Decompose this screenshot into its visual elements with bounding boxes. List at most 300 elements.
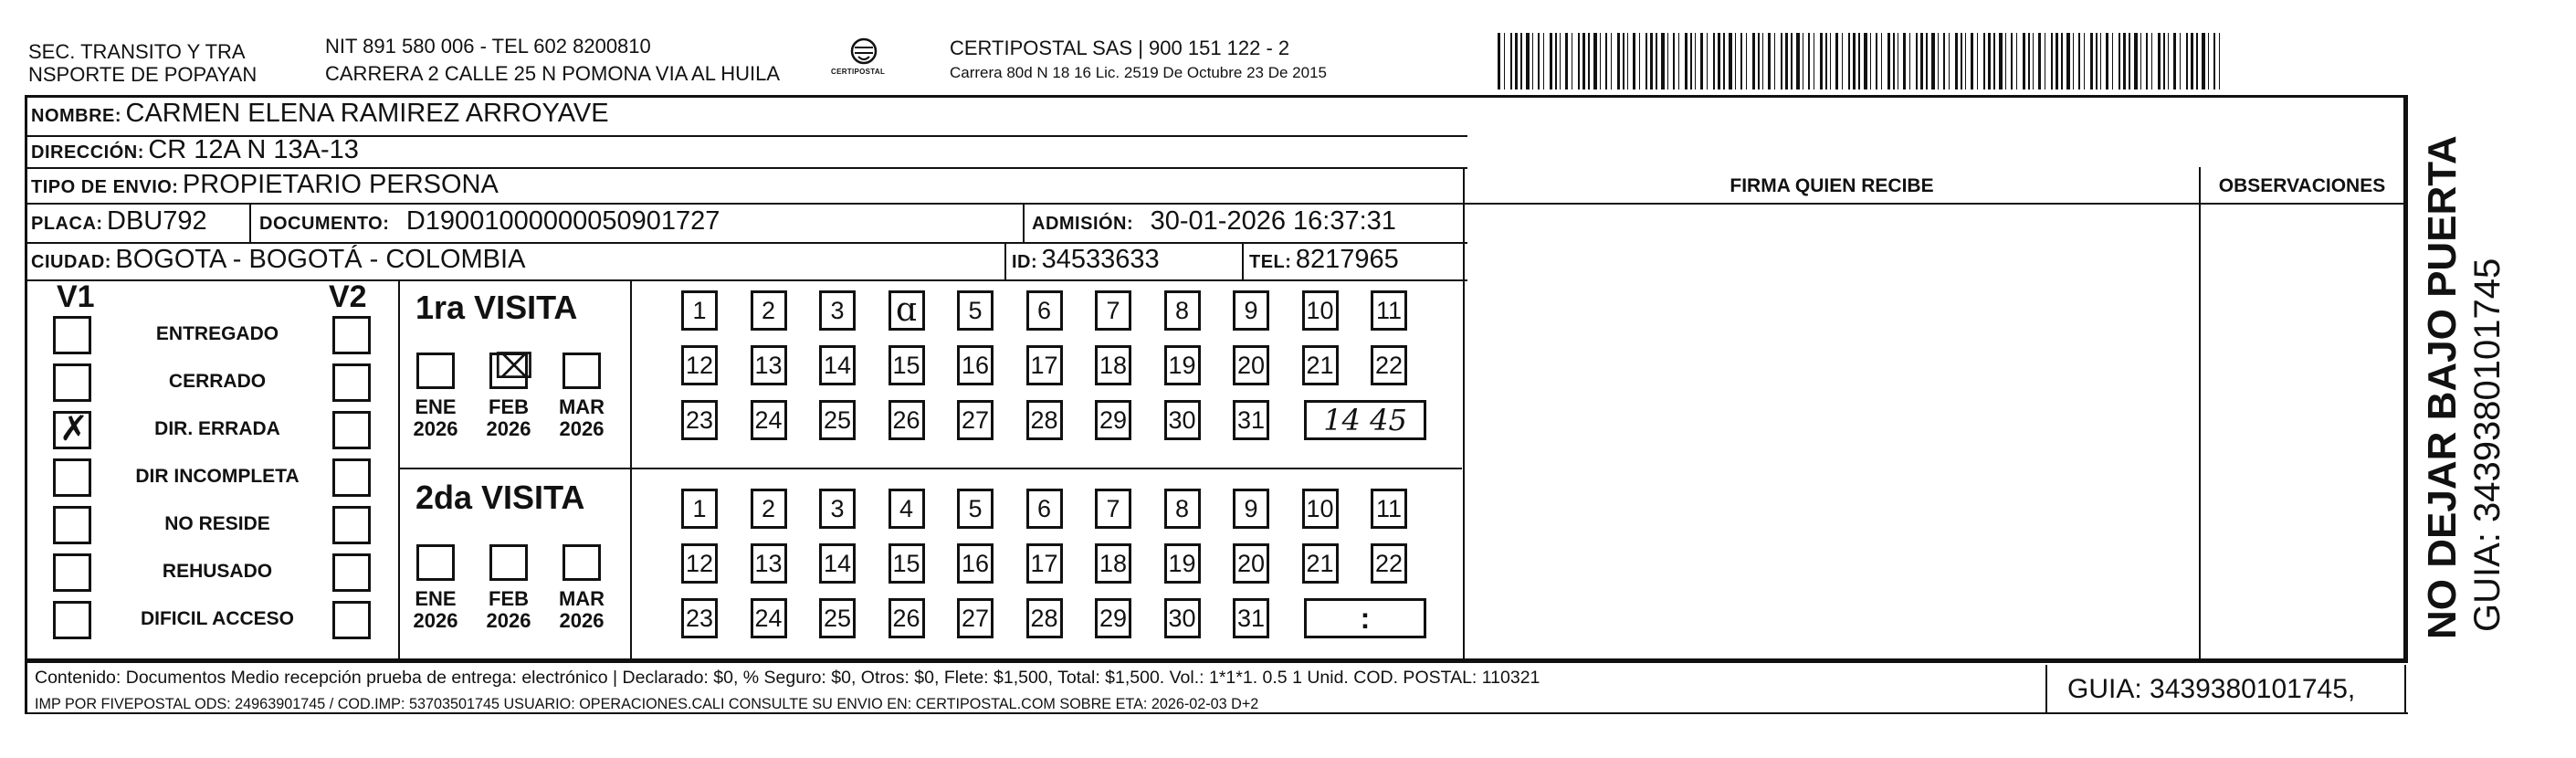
barcode-bar xyxy=(1605,33,1607,89)
day-number: 5 xyxy=(968,297,983,324)
barcode-bar xyxy=(1835,33,1838,89)
month-year: 2026 xyxy=(559,417,605,440)
day-box[interactable] xyxy=(1233,290,1269,331)
tipo-envio-label: TIPO DE ENVIO: xyxy=(31,177,179,197)
day-box[interactable] xyxy=(1095,400,1131,440)
barcode-bar xyxy=(2038,33,2041,89)
time-handwritten: 14 45 xyxy=(1323,403,1407,437)
day-box[interactable] xyxy=(1371,489,1407,529)
barcode-bar xyxy=(1723,33,1725,89)
certipostal-logo xyxy=(831,35,889,80)
tel-label: TEL: xyxy=(1249,252,1292,272)
id-row xyxy=(1012,245,1160,275)
observations-area[interactable] xyxy=(2201,205,2403,661)
barcode-bar xyxy=(2005,33,2006,89)
day-number: 1 xyxy=(692,495,707,522)
day-box[interactable] xyxy=(819,345,856,385)
day-number: ɑ xyxy=(895,291,918,329)
day-number: 30 xyxy=(1168,406,1196,434)
month-name: FEB xyxy=(489,395,529,418)
day-number: 6 xyxy=(1036,297,1052,324)
day-box[interactable] xyxy=(1164,345,1201,385)
day-box[interactable] xyxy=(1164,290,1201,331)
day-box[interactable] xyxy=(1233,489,1269,529)
barcode-bar xyxy=(1550,33,1552,89)
day-number: 14 xyxy=(823,550,852,577)
placa-value: DBU792 xyxy=(107,206,207,236)
v2-checkbox[interactable] xyxy=(332,601,371,639)
barcode-bar xyxy=(1695,33,1696,89)
barcode-bar xyxy=(2051,33,2053,89)
admision-row xyxy=(1032,206,1396,237)
day-box[interactable] xyxy=(1095,290,1131,331)
barcode-bar xyxy=(1510,33,1512,89)
barcode-bar xyxy=(2073,33,2074,89)
day-number: 5 xyxy=(968,495,983,522)
placa-label: PLACA: xyxy=(31,214,103,234)
day-box[interactable] xyxy=(1302,543,1339,584)
day-number: 22 xyxy=(1374,352,1404,379)
month-year: 2026 xyxy=(486,609,531,632)
barcode-bar xyxy=(1903,33,1906,89)
barcode-bar xyxy=(1650,33,1653,89)
month-checkbox-ene[interactable] xyxy=(416,353,455,389)
month-name: MAR xyxy=(558,395,605,418)
day-box[interactable] xyxy=(1164,400,1201,440)
v2-checkbox[interactable] xyxy=(332,411,371,449)
barcode-bar xyxy=(2061,33,2063,89)
barcode-bar xyxy=(1926,33,1928,89)
month-label xyxy=(399,396,472,440)
id-label: ID: xyxy=(1012,252,1038,272)
barcode-bar xyxy=(2016,33,2017,89)
barcode-bar xyxy=(1582,33,1585,89)
day-box[interactable] xyxy=(819,543,856,584)
nombre-value: CARMEN ELENA RAMIREZ ARROYAVE xyxy=(125,99,609,128)
rule xyxy=(25,661,27,714)
footer-guia: GUIA: 3439380101745, xyxy=(2045,665,2406,712)
month-label xyxy=(472,588,545,632)
barcode-bar xyxy=(1842,33,1843,89)
ciudad-label: CIUDAD: xyxy=(31,252,111,272)
direccion-label: DIRECCIÓN: xyxy=(31,142,144,163)
rule xyxy=(25,167,1467,169)
barcode-bar xyxy=(1938,33,1939,89)
day-box[interactable] xyxy=(751,345,787,385)
day-box[interactable] xyxy=(681,598,718,638)
barcode-bar xyxy=(1762,33,1763,89)
documento-row xyxy=(259,206,720,237)
month-checkbox-mar[interactable] xyxy=(563,544,601,581)
day-number: 8 xyxy=(1174,495,1190,522)
barcode-bar xyxy=(1560,33,1561,89)
day-number: 26 xyxy=(892,605,920,632)
day-box[interactable] xyxy=(1095,345,1131,385)
barcode-bar xyxy=(1504,33,1505,89)
day-number: 9 xyxy=(1244,495,1258,522)
day-number: 21 xyxy=(1306,550,1334,577)
month-checkbox-feb[interactable] xyxy=(489,544,528,581)
id-value: 34533633 xyxy=(1041,245,1160,274)
v1-checkbox[interactable] xyxy=(53,316,91,354)
barcode-bar xyxy=(1713,33,1715,89)
side-warning: NO DEJAR BAJO PUERTA xyxy=(2420,135,2465,639)
barcode-bar xyxy=(2213,33,2215,89)
day-number: 2 xyxy=(761,297,776,324)
day-box[interactable] xyxy=(1302,345,1339,385)
day-number: 16 xyxy=(961,352,990,379)
day-box[interactable] xyxy=(1095,489,1131,529)
day-box[interactable] xyxy=(1233,598,1269,638)
barcode-bar xyxy=(1909,33,1910,89)
v2-label: V2 xyxy=(329,279,367,314)
barcode-bar xyxy=(1600,33,1601,89)
rule xyxy=(25,242,1467,244)
sender-line-2: NSPORTE DE POPAYAN xyxy=(28,63,258,86)
tipo-envio-value: PROPIETARIO PERSONA xyxy=(182,170,499,199)
ciudad-row xyxy=(31,245,525,275)
day-number: 9 xyxy=(1244,297,1258,324)
v1-checkbox[interactable] xyxy=(53,363,91,402)
barcode-bar xyxy=(1623,33,1624,89)
documento-label: DOCUMENTO: xyxy=(259,214,390,234)
day-number: 12 xyxy=(685,352,714,379)
time-box[interactable] xyxy=(1304,400,1426,440)
barcode-bar xyxy=(1633,33,1635,89)
barcode-bar xyxy=(1667,33,1668,89)
day-box[interactable] xyxy=(888,400,925,440)
barcode-bar xyxy=(2123,33,2126,89)
day-box[interactable] xyxy=(681,290,718,331)
day-box[interactable] xyxy=(957,489,994,529)
barcode-bar xyxy=(1858,33,1860,89)
barcode-bar xyxy=(2112,33,2113,89)
day-box[interactable] xyxy=(957,598,994,638)
day-box[interactable] xyxy=(1164,543,1201,584)
barcode-bar xyxy=(2180,33,2181,89)
barcode-bar xyxy=(1752,33,1755,89)
rule xyxy=(25,279,1467,281)
barcode-bar xyxy=(2186,33,2188,89)
barcode-bar xyxy=(2033,33,2034,89)
barcode-bar xyxy=(1578,33,1580,89)
day-box[interactable] xyxy=(1371,543,1407,584)
barcode-bar xyxy=(1707,33,1708,89)
tel-value: 8217965 xyxy=(1295,245,1399,274)
barcode-bar xyxy=(1673,33,1675,89)
barcode-bar xyxy=(1993,33,1995,89)
rule xyxy=(1023,203,1025,242)
day-box[interactable] xyxy=(681,489,718,529)
day-number: 29 xyxy=(1099,605,1128,632)
day-number: 15 xyxy=(892,352,920,379)
day-box[interactable] xyxy=(1026,598,1063,638)
admision-value: 30-01-2026 16:37:31 xyxy=(1150,206,1396,236)
day-number: 18 xyxy=(1099,352,1128,379)
barcode-bar xyxy=(2219,33,2220,89)
day-box[interactable] xyxy=(1095,598,1131,638)
sender-line-1: SEC. TRANSITO Y TRA xyxy=(28,40,246,63)
v1-checkbox[interactable] xyxy=(53,553,91,592)
day-number: 23 xyxy=(685,605,714,632)
day-box[interactable] xyxy=(751,489,787,529)
barcode-bar xyxy=(2208,33,2209,89)
day-box[interactable] xyxy=(1371,345,1407,385)
cause-label: ENTREGADO xyxy=(155,323,279,344)
barcode-bar xyxy=(1729,33,1732,89)
day-number: 31 xyxy=(1236,406,1266,434)
visit1-title: 1ra VISITA xyxy=(415,289,578,326)
barcode-bar xyxy=(1943,33,1945,89)
month-name: ENE xyxy=(415,395,457,418)
v1-checkbox[interactable] xyxy=(53,601,91,639)
day-number: 6 xyxy=(1036,495,1052,522)
barcode-bar xyxy=(1758,33,1760,89)
barcode-bar xyxy=(1864,33,1867,89)
day-box[interactable] xyxy=(957,290,994,331)
day-box[interactable] xyxy=(1302,290,1339,331)
v2-checkbox[interactable] xyxy=(332,363,371,402)
day-box[interactable] xyxy=(957,345,994,385)
carrier-info xyxy=(950,37,1327,83)
month-label xyxy=(399,588,472,632)
barcode-bar xyxy=(2090,33,2093,89)
barcode-bar xyxy=(2158,33,2161,89)
barcode-bar xyxy=(2202,33,2205,89)
day-number: 20 xyxy=(1236,550,1266,577)
day-number: 17 xyxy=(1030,352,1058,379)
time-placeholder: : xyxy=(1360,602,1371,635)
day-number: 24 xyxy=(754,406,783,434)
day-box[interactable] xyxy=(1026,345,1063,385)
documento-value: D19001000000050901727 xyxy=(405,206,720,236)
barcode-bar xyxy=(1565,33,1568,89)
barcode-bar xyxy=(2028,33,2030,89)
day-number: 3 xyxy=(830,495,845,522)
carrier-line-2: Carrera 80d N 18 16 Lic. 2519 De Octubre 23 De 2015 xyxy=(950,64,1327,81)
month-name: FEB xyxy=(489,587,529,610)
day-box[interactable] xyxy=(888,598,925,638)
barcode-bar xyxy=(1498,33,1500,89)
day-box[interactable] xyxy=(957,543,994,584)
cause-label: DIR. ERRADA xyxy=(154,418,280,439)
day-box[interactable] xyxy=(1026,489,1063,529)
barcode-bar xyxy=(2056,33,2058,89)
rule xyxy=(25,712,2408,714)
day-box[interactable] xyxy=(1164,598,1201,638)
day-number: 29 xyxy=(1099,406,1128,434)
day-box[interactable] xyxy=(819,290,856,331)
day-number: 23 xyxy=(685,406,714,434)
day-box[interactable] xyxy=(1026,400,1063,440)
carrier-line-1: CERTIPOSTAL SAS | 900 151 122 - 2 xyxy=(950,37,1290,59)
v1-checkbox[interactable] xyxy=(53,458,91,497)
barcode-bar xyxy=(1700,33,1703,89)
barcode-bar xyxy=(1971,33,1973,89)
day-box[interactable] xyxy=(1371,290,1407,331)
v1-check-mark: ✗ xyxy=(59,410,89,448)
visit2-title: 2da VISITA xyxy=(415,479,585,516)
day-number: 20 xyxy=(1236,352,1266,379)
month-checkbox-mar[interactable] xyxy=(563,353,601,389)
day-box[interactable] xyxy=(1026,290,1063,331)
barcode-bar xyxy=(1735,33,1736,89)
day-box[interactable] xyxy=(888,290,925,331)
v1-label: V1 xyxy=(57,279,95,314)
day-box[interactable] xyxy=(1164,489,1201,529)
day-box[interactable] xyxy=(888,489,925,529)
v1-checkbox[interactable] xyxy=(53,411,91,449)
month-checkbox-feb[interactable] xyxy=(489,348,534,389)
footer-content-line: Contenido: Documentos Medio recepción prueba de entrega: electrónico | Declarado: $0, % Seguro: $0, Otros: $0, Flete: $1,500, Total: $1,500. Vol.: 1*1*1. 0.5 1 Unid. COD. POSTAL: 110321 xyxy=(35,668,1540,688)
barcode-bar xyxy=(1661,33,1665,89)
day-number: 11 xyxy=(1375,495,1403,522)
day-number: 25 xyxy=(823,605,852,632)
day-box[interactable] xyxy=(819,489,856,529)
day-box[interactable] xyxy=(1026,543,1063,584)
barcode-bar xyxy=(1999,33,2003,89)
month-year: 2026 xyxy=(413,609,458,632)
barcode-bar xyxy=(1825,33,1827,89)
barcode-bar xyxy=(1774,33,1775,89)
direccion-row xyxy=(31,135,359,165)
v1-checkbox[interactable] xyxy=(53,506,91,544)
day-box[interactable] xyxy=(1233,400,1269,440)
day-box[interactable] xyxy=(751,543,787,584)
day-box[interactable] xyxy=(1233,543,1269,584)
barcode-bar xyxy=(1781,33,1782,89)
v2-checkbox[interactable] xyxy=(332,506,371,544)
placa-row xyxy=(31,206,207,237)
day-number: 13 xyxy=(754,550,783,577)
day-number: 15 xyxy=(892,550,920,577)
side-guia: GUIA: 3439380101745 xyxy=(2467,258,2508,632)
barcode-bar xyxy=(1768,33,1771,89)
rule xyxy=(2403,95,2405,661)
barcode-bar xyxy=(1611,33,1612,89)
barcode-bar xyxy=(1526,33,1530,89)
sender-name xyxy=(28,40,257,86)
barcode-bar xyxy=(2023,33,2025,89)
barcode-bar xyxy=(1746,33,1747,89)
day-box[interactable] xyxy=(819,598,856,638)
day-box[interactable] xyxy=(751,400,787,440)
day-box[interactable] xyxy=(751,598,787,638)
v2-checkbox[interactable] xyxy=(332,553,371,592)
day-box[interactable] xyxy=(1302,489,1339,529)
barcode-bar xyxy=(2173,33,2176,89)
day-box[interactable] xyxy=(681,345,718,385)
barcode-bar xyxy=(1555,33,1557,89)
day-number: 7 xyxy=(1106,495,1120,522)
barcode-bar xyxy=(1678,33,1679,89)
barcode-bar xyxy=(1791,33,1793,89)
rule xyxy=(1004,242,1006,279)
rule xyxy=(25,203,1467,205)
barcode-bar xyxy=(1538,33,1540,89)
barcode-bar xyxy=(2146,33,2148,89)
day-number: 11 xyxy=(1375,297,1403,324)
v2-checkbox[interactable] xyxy=(332,316,371,354)
day-box[interactable] xyxy=(681,400,718,440)
month-year: 2026 xyxy=(486,417,531,440)
address-line: CARRERA 2 CALLE 25 N POMONA VIA AL HUILA xyxy=(325,62,781,85)
day-box[interactable] xyxy=(681,543,718,584)
day-number: 4 xyxy=(899,495,914,522)
barcode-bar xyxy=(1718,33,1720,89)
ciudad-value: BOGOTA - BOGOTÁ - COLOMBIA xyxy=(115,245,526,274)
barcode-bar xyxy=(2163,33,2165,89)
day-number: 22 xyxy=(1374,550,1404,577)
admision-label: ADMISIÓN: xyxy=(1032,214,1134,234)
barcode-bar xyxy=(1520,33,1522,89)
barcode-bar xyxy=(1627,33,1628,89)
month-checkbox-ene[interactable] xyxy=(416,544,455,581)
barcode-bar xyxy=(1961,33,1962,89)
barcode-bar xyxy=(2066,33,2070,89)
barcode-bar xyxy=(2129,33,2130,89)
day-number: 24 xyxy=(754,605,783,632)
day-number: 26 xyxy=(892,406,920,434)
barcode-bar xyxy=(1645,33,1647,89)
barcode-bar xyxy=(1617,33,1620,89)
barcode-bar xyxy=(1785,33,1788,89)
footer-print-line: IMP POR FIVEPOSTAL ODS: 24963901745 / COD.IMP: 53703501745 USUARIO: OPERACIONES.CALI CONSULTE SU ENVIO EN: CERTIPOSTAL.COM SOBRE ETA: 2026-02-03 D+2 xyxy=(35,696,1259,712)
day-number: 1 xyxy=(692,297,707,324)
barcode-bar xyxy=(1690,33,1692,89)
v2-checkbox[interactable] xyxy=(332,458,371,497)
barcode-bar xyxy=(1870,33,1871,89)
barcode-bar xyxy=(1920,33,1923,89)
time-box[interactable] xyxy=(1304,598,1426,638)
barcode-bar xyxy=(1830,33,1831,89)
barcode-bar xyxy=(1796,33,1800,89)
day-box[interactable] xyxy=(1095,543,1131,584)
barcode-bar xyxy=(1893,33,1895,89)
day-number: 28 xyxy=(1030,605,1058,632)
day-box[interactable] xyxy=(957,400,994,440)
barcode-bar xyxy=(1916,33,1918,89)
barcode-bar xyxy=(1955,33,1958,89)
day-number: 21 xyxy=(1306,352,1334,379)
day-box[interactable] xyxy=(888,345,925,385)
barcode-bar xyxy=(1740,33,1742,89)
rule xyxy=(25,661,2408,663)
day-box[interactable] xyxy=(819,400,856,440)
direccion-value: CR 12A N 13A-13 xyxy=(148,135,359,164)
day-box[interactable] xyxy=(888,543,925,584)
signature-area[interactable] xyxy=(1465,205,2199,661)
month-name: ENE xyxy=(415,587,457,610)
day-number: 19 xyxy=(1168,352,1196,379)
day-number: 30 xyxy=(1168,605,1196,632)
barcode-bar xyxy=(1820,33,1823,89)
day-number: 7 xyxy=(1106,297,1120,324)
barcode-bar xyxy=(1977,33,1978,89)
cause-label: REHUSADO xyxy=(162,561,273,582)
month-label xyxy=(545,396,618,440)
barcode-bar xyxy=(1881,33,1882,89)
day-box[interactable] xyxy=(1233,345,1269,385)
day-number: 27 xyxy=(961,605,990,632)
day-box[interactable] xyxy=(751,290,787,331)
day-number: 16 xyxy=(961,550,990,577)
cause-label: DIR INCOMPLETA xyxy=(135,466,300,487)
barcode-bar xyxy=(1853,33,1856,89)
barcode-bar xyxy=(2011,33,2013,89)
barcode-bar xyxy=(1848,33,1850,89)
barcode-bar xyxy=(2084,33,2085,89)
